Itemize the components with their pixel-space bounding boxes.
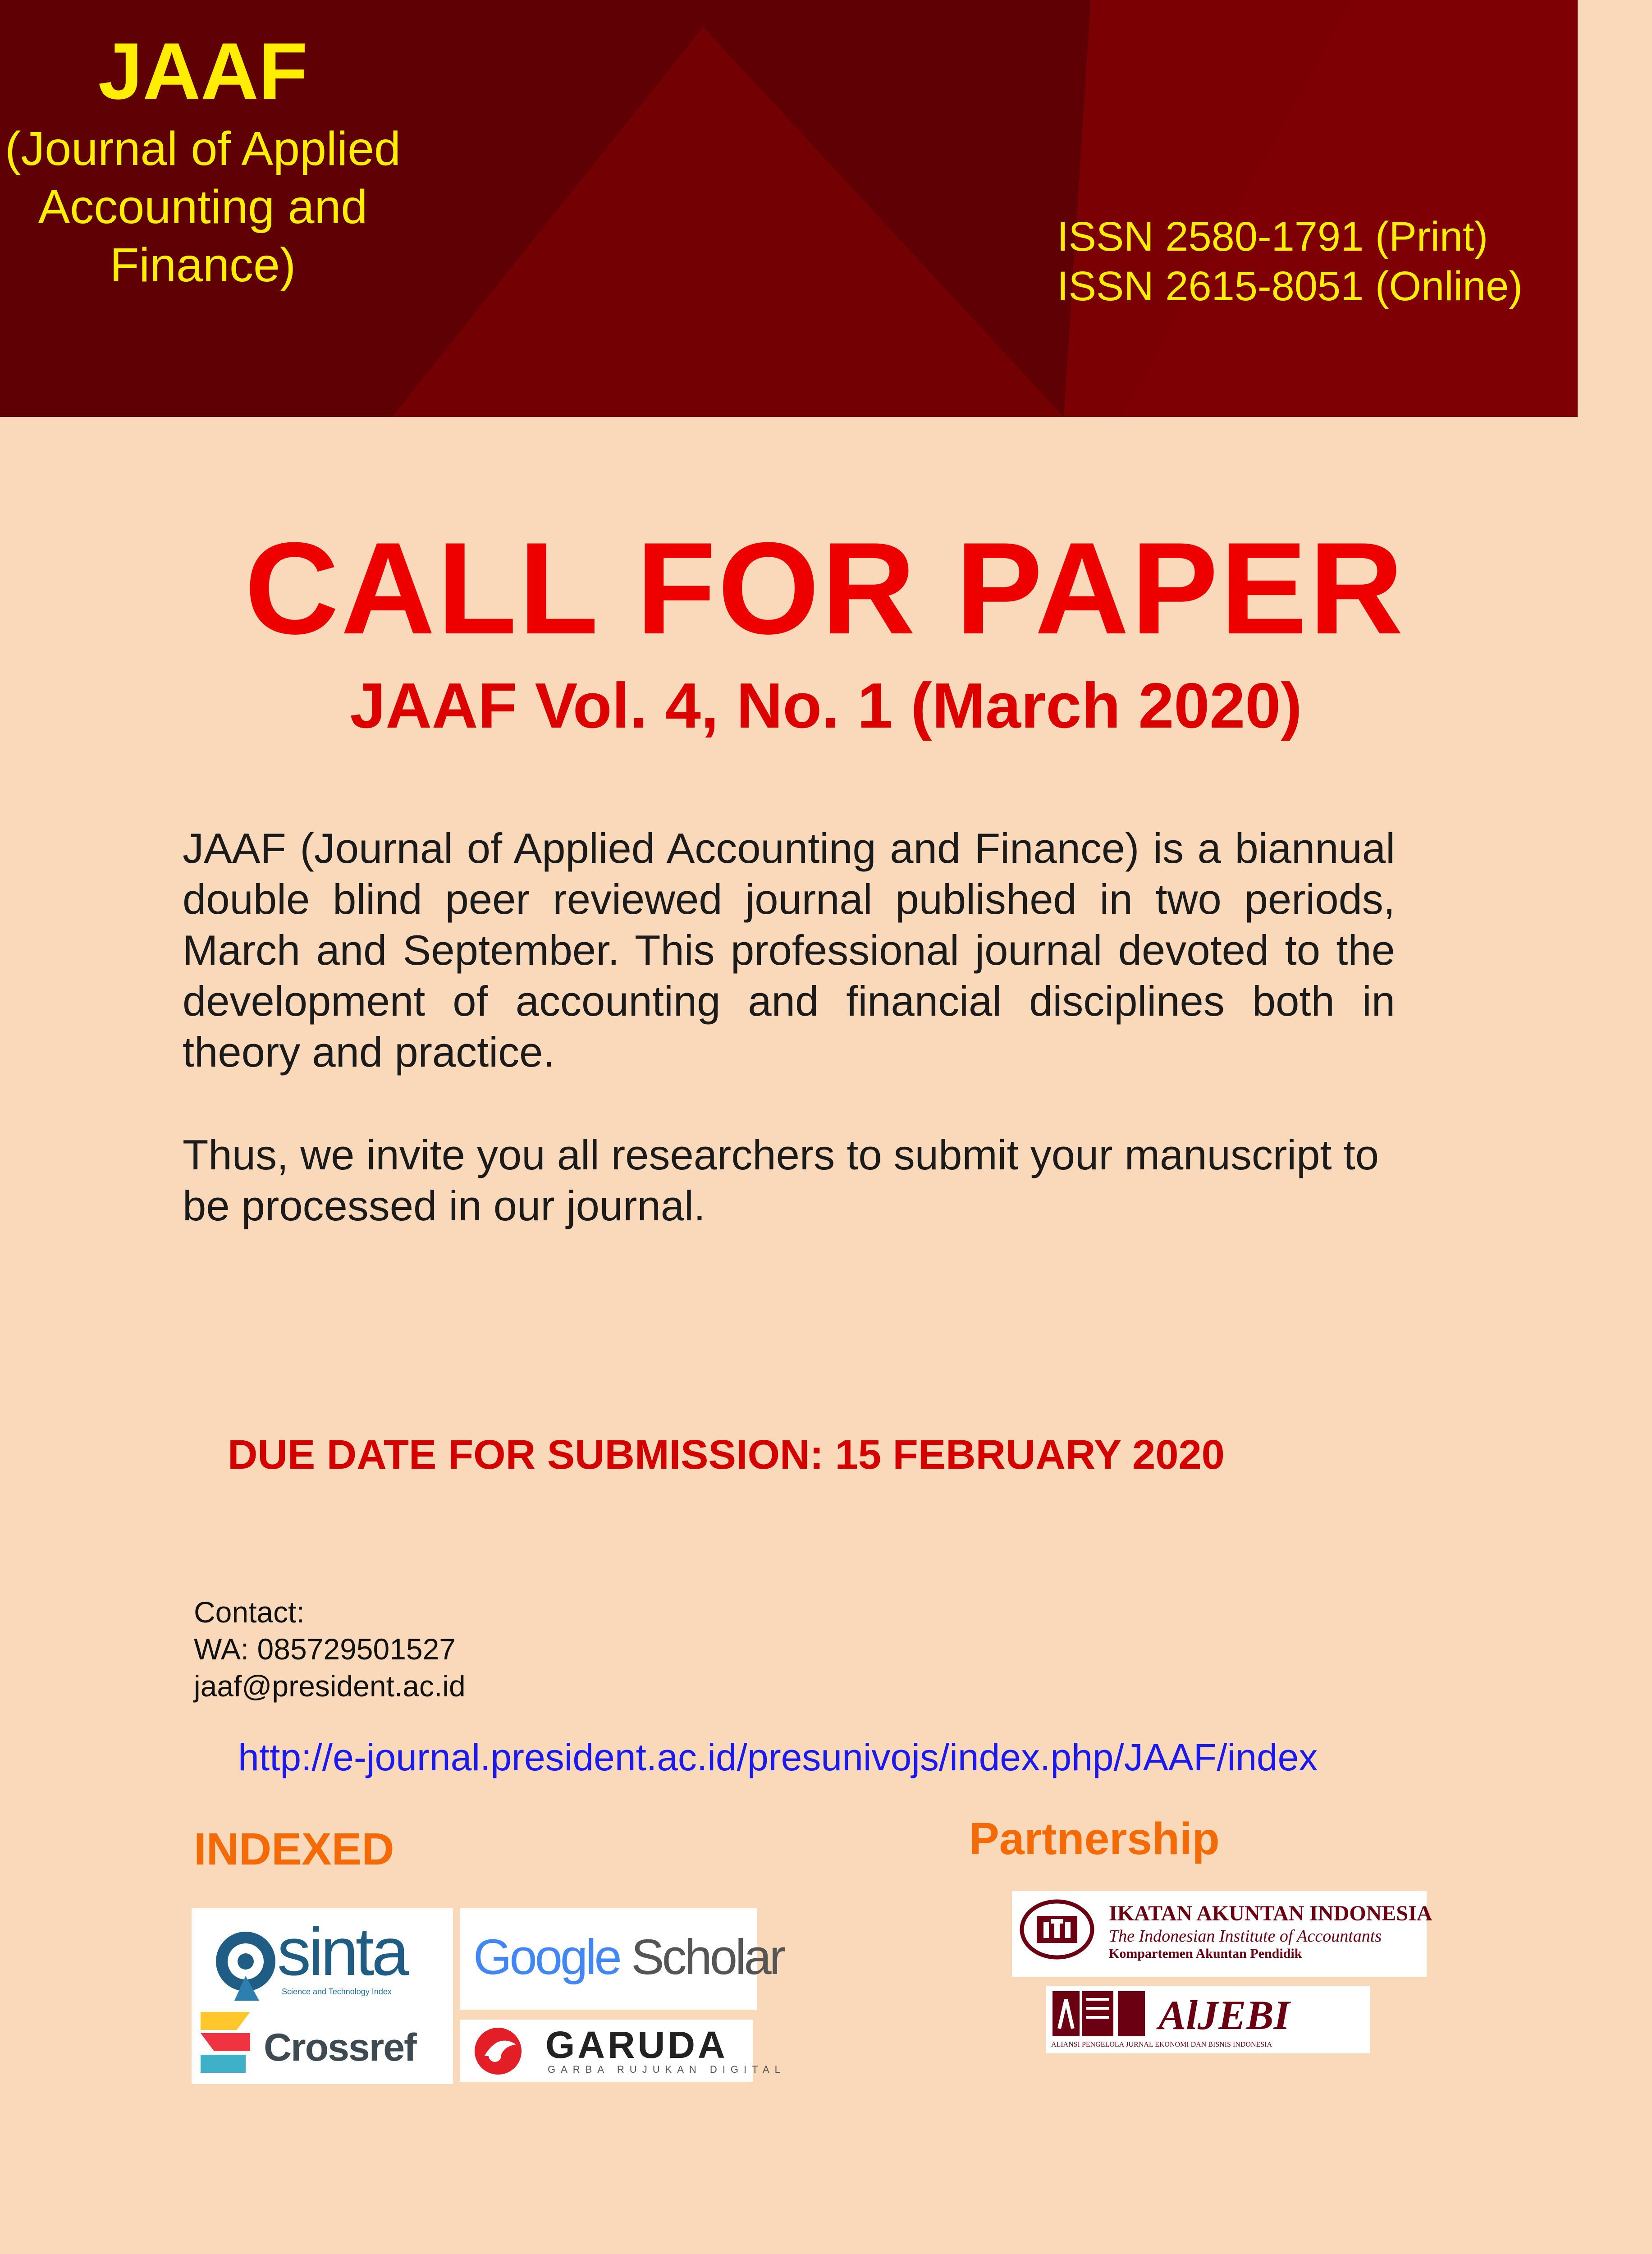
partnership-heading: Partnership [969, 1814, 1220, 1864]
iai-logo [1012, 1891, 1432, 1977]
journal-description: JAAF (Journal of Applied Accounting and Finance) is a biannual double blind peer reviewed journal published in two periods, March and September. This professional journal devoted to the development of accounting and financial disciplines both in theory and practice. [183, 825, 1395, 1076]
issue-subtitle: JAAF Vol. 4, No. 1 (March 2020) [350, 670, 1302, 742]
garuda-tagline: GARBA RUJUKAN DIGITAL [548, 2064, 786, 2075]
crossref-logo [192, 2005, 453, 2084]
indexed-heading: INDEXED [194, 1824, 394, 1874]
garuda-wordmark: GARUDA [545, 2024, 728, 2066]
google-word: Google [473, 1929, 620, 1985]
contact-whatsapp: WA: 085729501527 [194, 1632, 456, 1666]
contact-email: jaaf@president.ac.id [194, 1669, 466, 1703]
journal-title-block [0, 27, 406, 295]
invitation-text: Thus, we invite you all researchers to submit your manuscript to be processed in our journal. [183, 1131, 1379, 1229]
google-scholar-logo [460, 1908, 784, 2010]
iai-name: IKATAN AKUNTAN INDONESIA [1109, 1901, 1432, 1925]
issn-print: ISSN 2580-1791 (Print) [1057, 214, 1488, 260]
journal-abbreviation: JAAF [98, 26, 308, 116]
iai-tagline: The Indonesian Institute of Accountants [1109, 1927, 1382, 1946]
contact-block [194, 1594, 466, 1704]
issn-block [1057, 212, 1523, 312]
aljebi-book-icon [1046, 1986, 1154, 2040]
sinta-logo [192, 1908, 453, 2010]
google-scholar-wordmark [473, 1929, 783, 1986]
aljebi-logo [1046, 1986, 1370, 2053]
aljebi-wordmark: AlJEBI [1158, 1992, 1290, 2038]
aljebi-tagline: ALIANSI PENGELOLA JURNAL EKONOMI DAN BISNIS INDONESIA [1051, 2041, 1272, 2048]
journal-full-name: (Journal of Applied Accounting and Finance) [5, 122, 401, 292]
scholar-word: Scholar [631, 1929, 784, 1985]
crossref-chevrons-icon [192, 2005, 264, 2084]
call-for-paper-title: CALL FOR PAPER [244, 515, 1405, 661]
crossref-wordmark: Crossref [264, 2026, 416, 2069]
sinta-emblem-icon [192, 1908, 282, 2010]
sinta-wordmark: sinta [277, 1914, 407, 1989]
journal-url-link[interactable]: http://e-journal.president.ac.id/presunivojs/index.php/JAAF/index [238, 1736, 1318, 1778]
due-date: DUE DATE FOR SUBMISSION: 15 FEBRUARY 2020 [228, 1432, 1225, 1478]
sinta-tagline: Science and Technology Index [282, 1987, 392, 1996]
header-banner [0, 0, 1578, 417]
iai-subtitle: Kompartemen Akuntan Pendidik [1109, 1946, 1302, 1961]
iai-emblem-icon [1012, 1891, 1102, 1977]
garuda-logo [460, 2020, 786, 2082]
garuda-bird-icon [460, 2020, 536, 2082]
contact-label: Contact: [194, 1595, 305, 1629]
issn-online: ISSN 2615-8051 (Online) [1057, 263, 1523, 310]
